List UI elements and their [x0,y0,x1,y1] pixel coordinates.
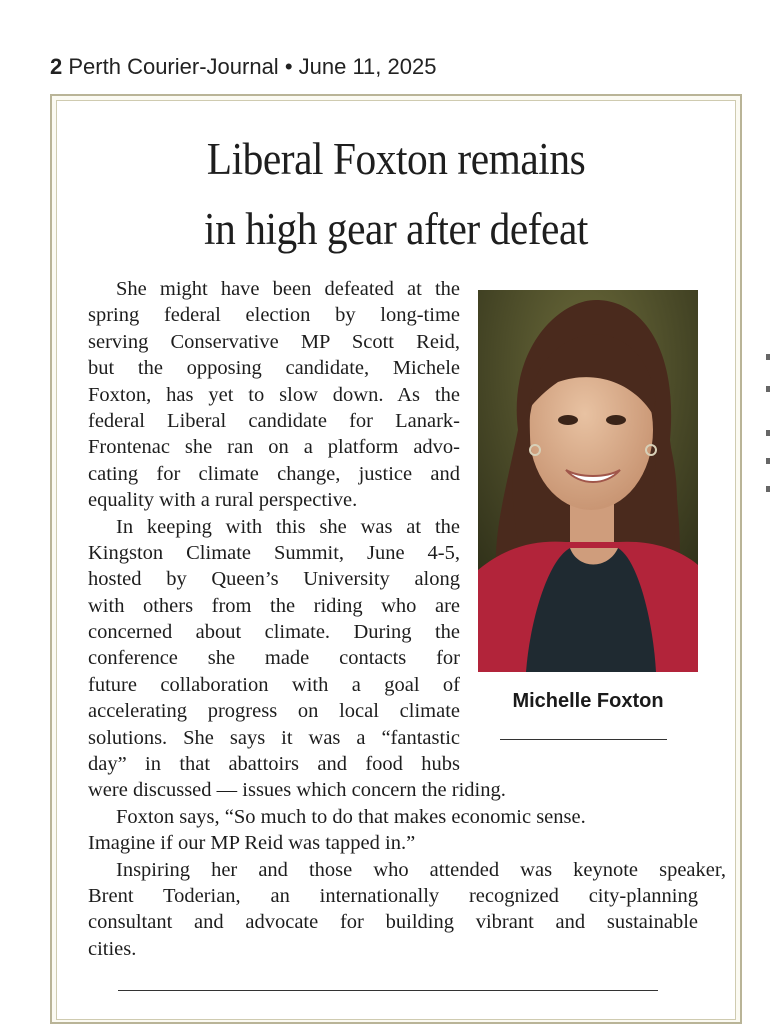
portrait-illustration [478,290,698,672]
body-line: In keeping with this she was at the [116,515,460,538]
body-line: federal Liberal candidate for Lanark- [88,409,460,432]
body-line: equality with a rural perspective. [88,489,358,512]
body-line: serving Conservative MP Scott Reid, [88,330,460,353]
newspaper-name: Perth Courier-Journal [68,54,279,79]
body-line: solutions. She says it was a “fantastic [88,726,460,749]
portrait-photo [478,290,698,672]
page-number: 2 [50,54,63,79]
body-line: spring federal election by long-time [88,304,460,327]
caption-divider [500,739,667,740]
photo-caption: Michelle Foxton [512,690,664,712]
header-separator: • [284,54,293,79]
body-line: hosted by Queen’s University along [88,568,460,591]
body-line: Imagine if our MP Reid was tapped in.” [88,832,416,855]
headline-line-1: Liberal Foxton remains [206,134,586,184]
body-line: cating for climate change, justice and [88,462,460,485]
body-line: Inspiring her and those who attended was keynote speaker, [116,858,726,881]
issue-date: June 11, 2025 [298,54,437,79]
body-line: accelerating progress on local climate [88,700,460,723]
body-line: with others from the riding who are [88,594,460,617]
page-header [50,54,436,80]
body-line: conference she made contacts for [88,647,460,670]
headline-line-2: in high gear after defeat [204,204,588,254]
body-line: Kingston Climate Summit, June 4-5, [88,541,460,564]
body-line: Brent Toderian, an internationally recognized city-planning [88,884,698,907]
article-end-rule [118,990,658,991]
body-line: Frontenac she ran on a platform advo- [88,436,460,459]
adjacent-column-fragment [764,350,772,500]
body-line: She might have been defeated at the [116,278,460,300]
body-line: cities. [88,937,137,960]
body-line: were discussed — issues which concern the riding. [88,779,506,802]
body-line: day” in that abattoirs and food hubs [88,753,460,776]
body-line: Foxton says, “So much to do that makes economic sense. [116,805,586,828]
body-line: future collaboration with a goal of [88,673,460,696]
body-line: consultant and advocate for building vibrant and sustainable [88,911,698,934]
body-line: Foxton, has yet to slow down. As the [88,383,460,406]
body-line: concerned about climate. During the [88,621,460,644]
body-line: but the opposing candidate, Michele [88,357,460,380]
